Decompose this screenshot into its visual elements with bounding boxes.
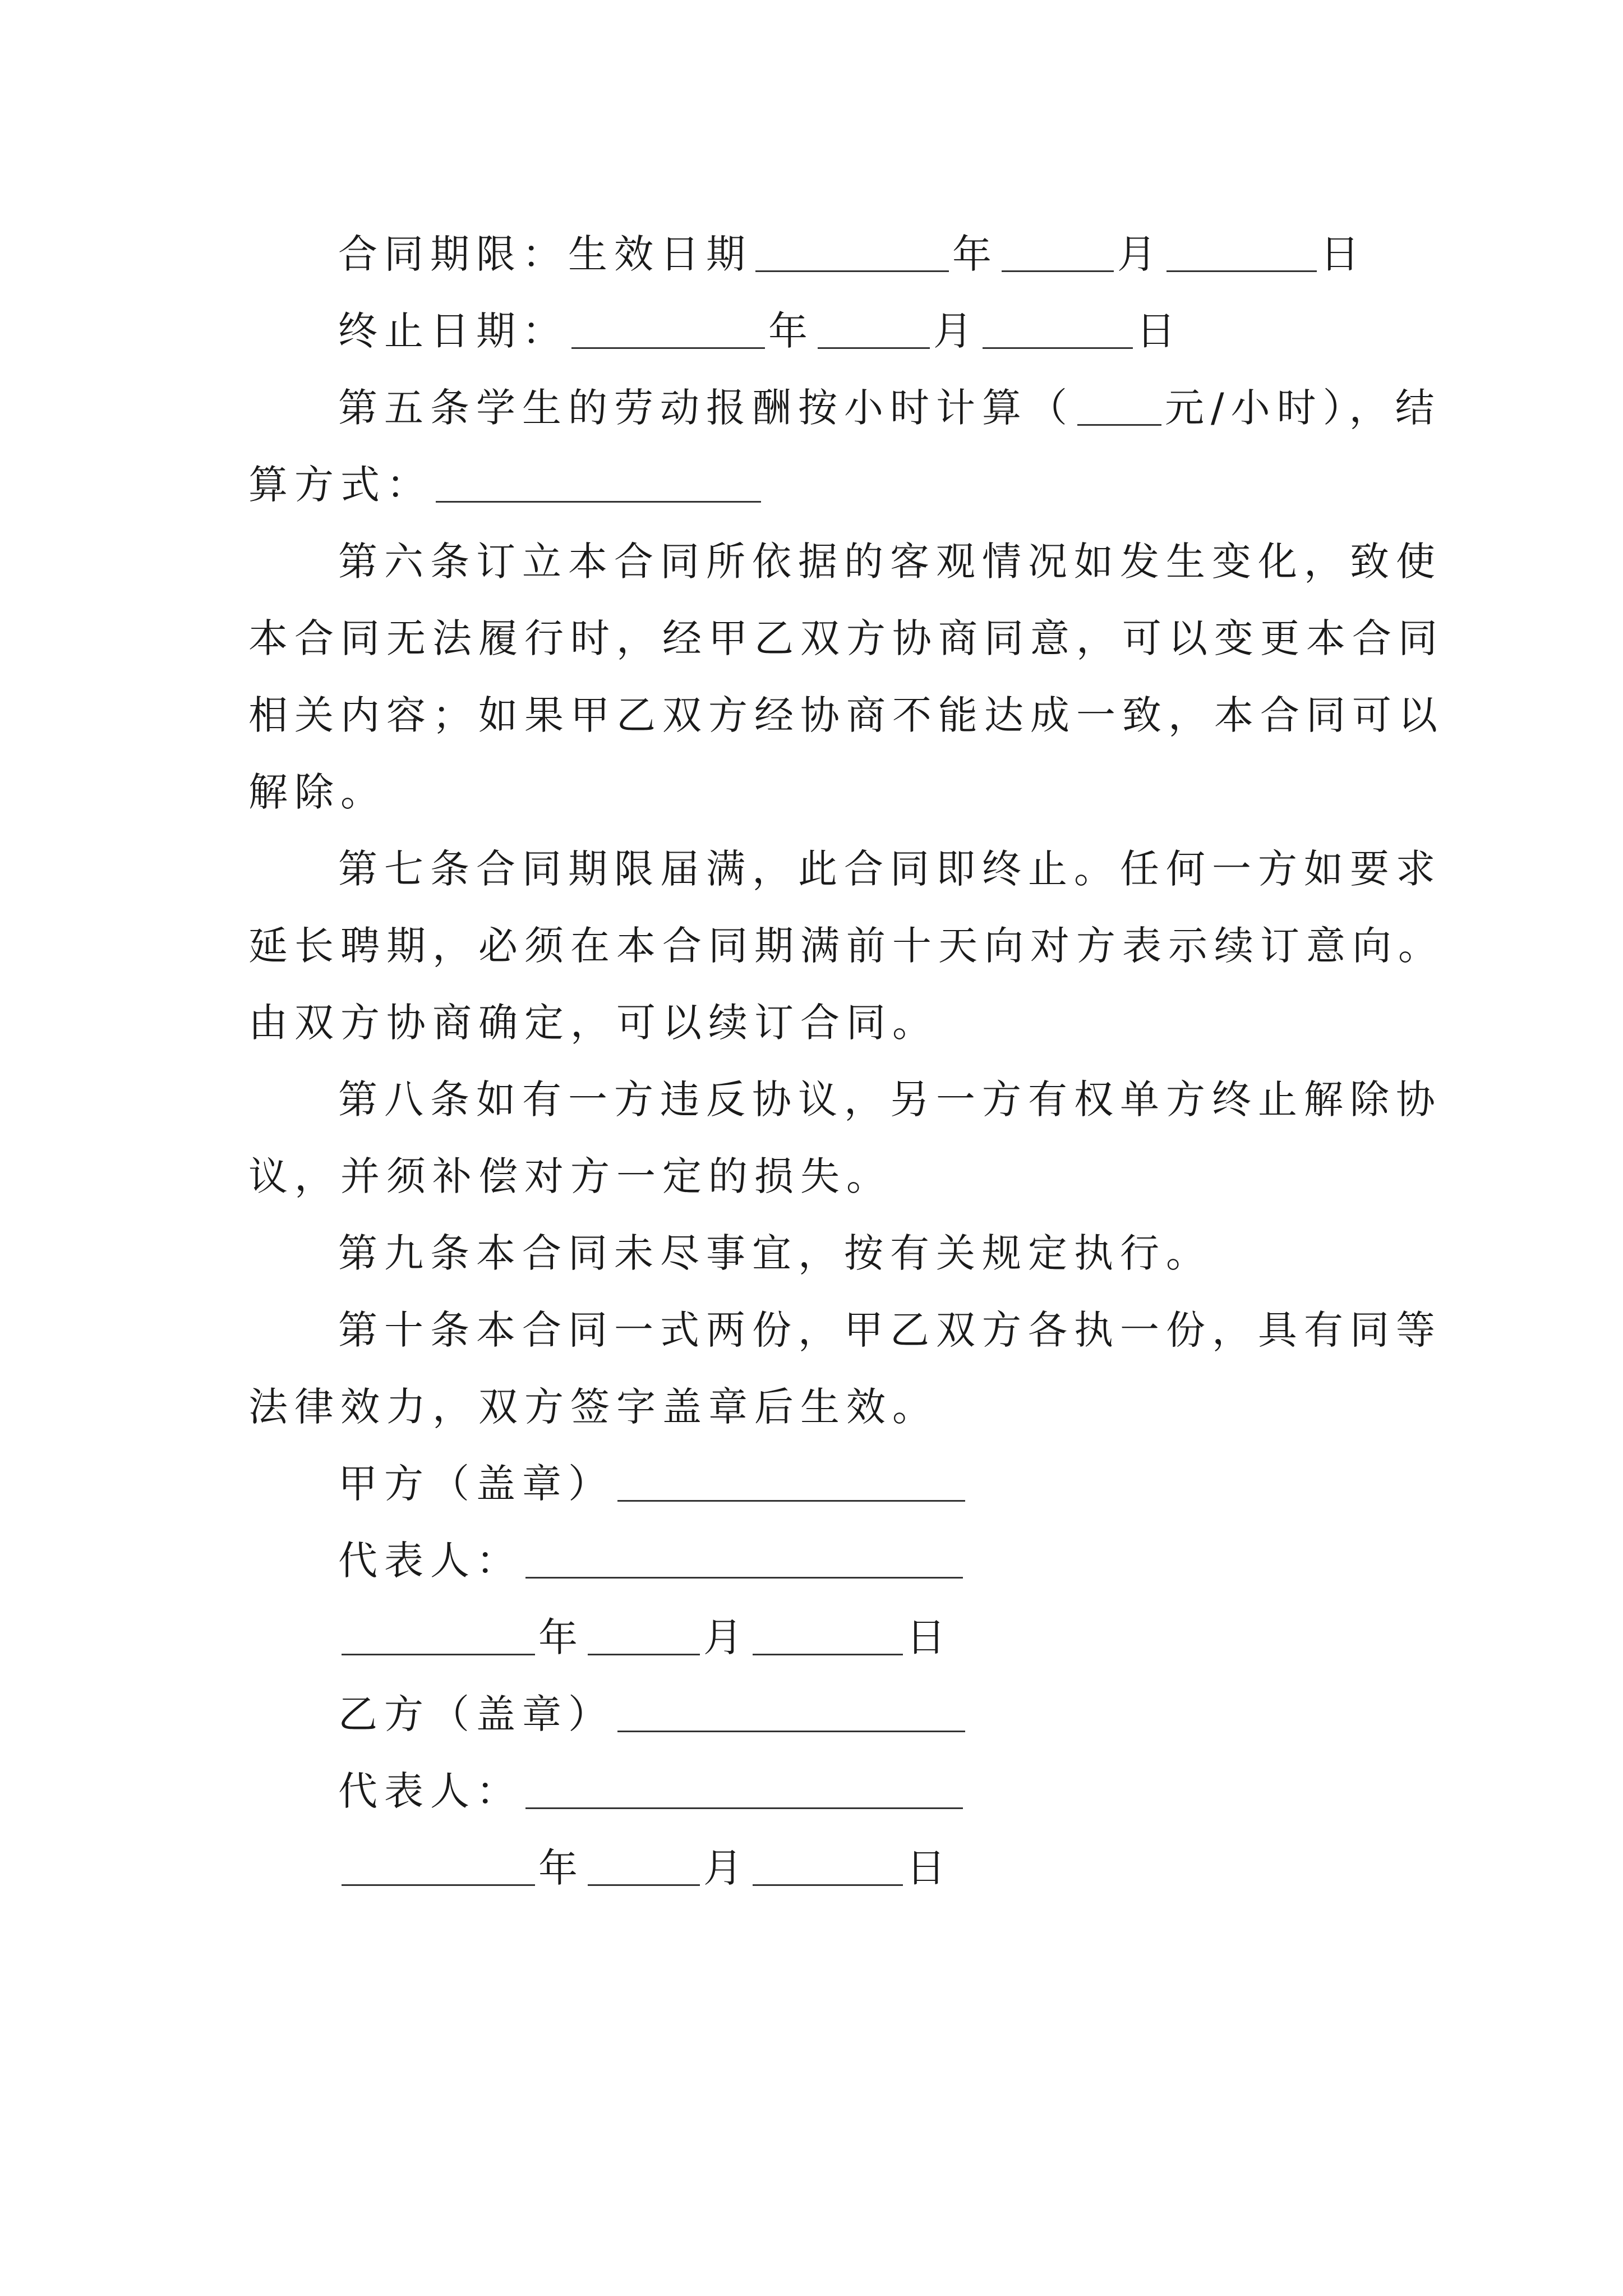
party-a-year-blank [342,1614,535,1655]
payment-method-label: 算方式： [248,462,432,508]
article-5-text-b: 元/小时），结 [1165,385,1441,431]
party-b-year-label: 年 [538,1845,584,1891]
article-8-line-2: 议，并须补偿对方一定的损失。 [248,1153,892,1199]
party-b-seal-label: 乙方（盖章） [338,1691,614,1737]
end-day-blank [983,308,1133,349]
party-a-seal-blank [617,1461,965,1502]
party-a-month-label: 月 [703,1614,749,1660]
article-5-line-2 [248,447,1398,523]
party-a-rep-label: 代表人： [338,1538,522,1584]
payment-method-blank [436,462,761,503]
contract-body [248,216,1444,1907]
end-year-blank [571,308,765,349]
party-b-rep-line [248,1753,1398,1830]
article-7-line-2: 延长聘期，必须在本合同期满前十天向对方表示续订意向。 [248,923,1444,969]
party-a-seal-label: 甲方（盖章） [338,1461,614,1507]
party-b-seal-line [248,1676,1398,1753]
party-a-year-label: 年 [538,1614,584,1660]
party-b-day-blank [753,1845,903,1886]
party-b-month-blank [588,1845,700,1886]
start-day-blank [1166,231,1317,272]
article-8-line-1: 第八条如有一方违反协议，另一方有权单方终止解除协 [338,1076,1442,1122]
hourly-rate-blank [1077,385,1161,426]
start-year-blank [755,231,949,272]
article-7-line-1: 第七条合同期限届满，此合同即终止。任何一方如要求 [338,846,1442,892]
term-start-label: 合同期限：生效日期 [338,231,752,277]
start-day-label: 日 [1320,231,1366,277]
party-a-rep-line [248,1522,1398,1599]
article-10-line-2: 法律效力，双方签字盖章后生效。 [248,1384,938,1430]
party-b-day-label: 日 [906,1845,952,1891]
article-9-line-1: 第九条本合同未尽事宜，按有关规定执行。 [338,1230,1212,1276]
article-6-line-2: 本合同无法履行时，经甲乙双方协商同意，可以变更本合同 [248,615,1444,661]
article-7-line-3: 由双方协商确定，可以续订合同。 [248,1000,938,1046]
party-a-rep-blank [525,1538,963,1579]
party-b-rep-label: 代表人： [338,1768,522,1814]
end-month-blank [818,308,930,349]
term-start-line [248,216,1398,293]
party-a-month-blank [588,1614,700,1655]
party-b-year-blank [342,1845,535,1886]
end-month-label: 月 [933,308,979,354]
start-month-blank [1002,231,1114,272]
party-a-day-label: 日 [906,1614,952,1660]
article-5-line-1 [248,370,1441,447]
party-a-date-line [248,1599,1398,1676]
party-a-day-blank [753,1614,903,1655]
article-6-line-4: 解除。 [248,769,386,815]
article-10-line-1: 第十条本合同一式两份，甲乙双方各执一份，具有同等 [338,1307,1442,1353]
party-b-date-line [248,1830,1398,1907]
article-6-line-3: 相关内容；如果甲乙双方经协商不能达成一致，本合同可以 [248,692,1444,738]
end-day-label: 日 [1136,308,1182,354]
party-a-seal-line [248,1446,1398,1522]
term-end-line [248,293,1398,370]
article-5-text-a: 第五条学生的劳动报酬按小时计算（ [338,385,1074,431]
term-end-label: 终止日期： [338,308,568,354]
party-b-seal-blank [617,1691,965,1732]
party-b-month-label: 月 [703,1845,749,1891]
end-year-label: 年 [768,308,814,354]
article-6-line-1: 第六条订立本合同所依据的客观情况如发生变化，致使 [338,539,1442,585]
party-b-rep-blank [525,1768,963,1809]
start-year-label: 年 [952,231,998,277]
start-month-label: 月 [1117,231,1163,277]
